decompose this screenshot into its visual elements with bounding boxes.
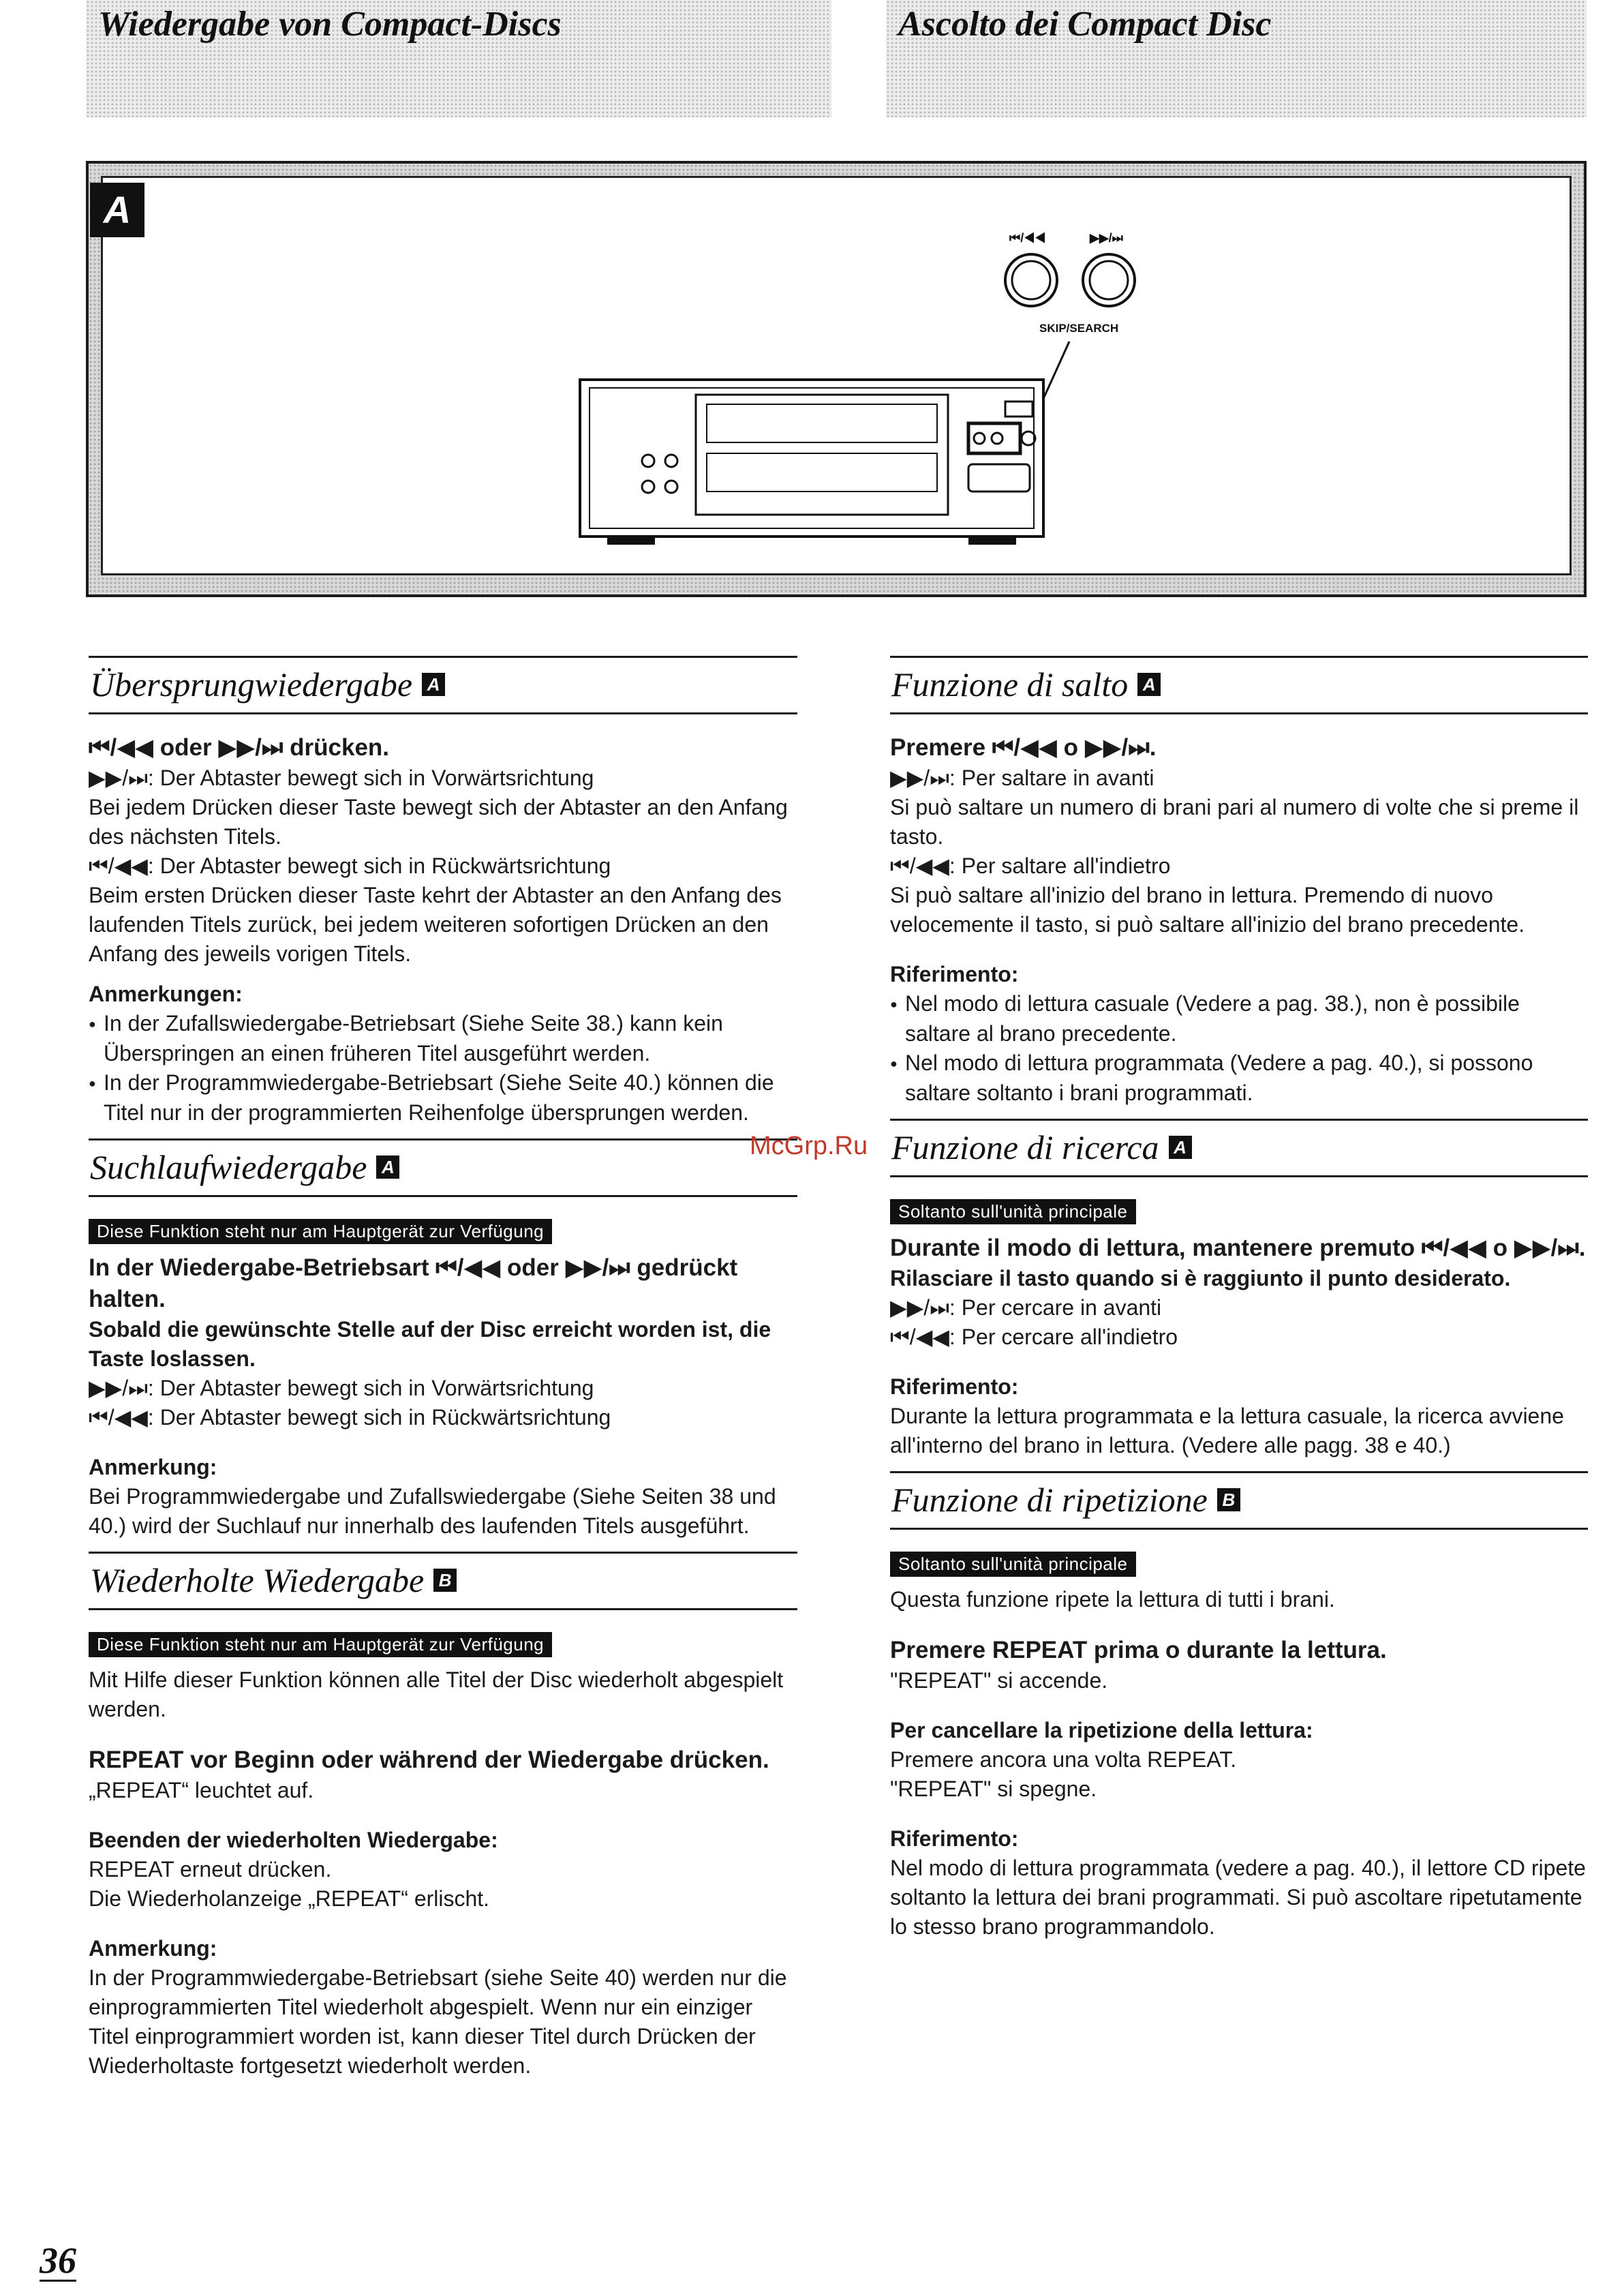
skip-fwd-label: ▶▶/⏭ bbox=[1090, 231, 1123, 245]
italian-column bbox=[890, 656, 1588, 1942]
badge-b: B bbox=[1217, 1488, 1240, 1511]
main-unit-only-bar: Soltanto sull'unità principale bbox=[890, 1199, 1136, 1224]
paragraph: In der Programmwiedergabe-Betriebsart (siehe Seite 40) werden nur die einprogrammierten Titel wiederholt abgespielt. Wenn nur ein einziger Titel einprogrammiert worden ist, kann dieser Titel durch Drücken der Wiederholtaste fortgesetzt wiederholt werden. bbox=[89, 1965, 787, 2078]
main-unit-only-bar: Diese Funktion steht nur am Hauptgerät zur Verfügung bbox=[89, 1219, 552, 1244]
figure-inner bbox=[101, 176, 1572, 575]
header-right-title: Ascolto dei Compact Disc bbox=[898, 5, 1272, 44]
section-title-skip-it: Funzione di salto A bbox=[890, 658, 1588, 714]
main-unit-only-bar: Diese Funktion steht nur am Hauptgerät zur Verfügung bbox=[89, 1632, 552, 1657]
watermark: McGrp.Ru bbox=[750, 1132, 868, 1160]
list-item: ● Nel modo di lettura casuale (Vedere a pag. 38.), non è possibile saltare al brano precedente. bbox=[890, 989, 1588, 1048]
paragraph: "REPEAT" si accende. bbox=[890, 1668, 1108, 1693]
german-column bbox=[89, 656, 797, 2081]
figure-a-badge: A bbox=[90, 183, 144, 237]
paragraph: Bei jedem Drücken dieser Taste bewegt sich der Abtaster an den Anfang des nächsten Titels. bbox=[89, 795, 788, 849]
paragraph: Mit Hilfe dieser Funktion können alle Titel der Disc wiederholt abgespielt werden. bbox=[89, 1667, 784, 1721]
paragraph: Si può saltare all'inizio del brano in lettura. Premendo di nuovo velocemente il tasto, si può saltare all'inizio del brano precedente. bbox=[890, 883, 1525, 937]
badge-a: A bbox=[422, 673, 445, 696]
heading: Durante il modo di lettura, mantenere premuto ⏮/◀◀ o ▶▶/⏭. bbox=[890, 1235, 1586, 1261]
badge-b: B bbox=[433, 1569, 457, 1592]
list-item: ● In der Zufallswiedergabe-Betriebsart (Siehe Seite 38.) kann kein Überspringen an einen früheren Titel ausgeführt werden. bbox=[89, 1009, 797, 1068]
paragraph: Beim ersten Drücken dieser Taste kehrt der Abtaster an den Anfang des laufenden Titels zurück, bei jedem weiteren sofortigen Drücken an den Anfang des jeweils vorigen Titels. bbox=[89, 883, 782, 966]
reference-title: Riferimento: bbox=[890, 962, 1019, 986]
heading: Premere ⏮/◀◀ o ▶▶/⏭. bbox=[890, 734, 1157, 761]
skip-search-label: SKIP/SEARCH bbox=[1039, 322, 1119, 335]
note-title: Anmerkung: bbox=[89, 1936, 217, 1961]
paragraph: ▶▶/⏭: Der Abtaster bewegt sich in Vorwärtsrichtung bbox=[89, 766, 594, 790]
section-title-skip-de: Übersprungwiedergabe A bbox=[89, 658, 797, 714]
section-title-search-it: Funzione di ricerca A bbox=[890, 1121, 1588, 1177]
paragraph: ⏮/◀◀: Der Abtaster bewegt sich in Rückwärtsrichtung bbox=[89, 854, 611, 878]
paragraph: REPEAT erneut drücken. bbox=[89, 1857, 332, 1882]
heading: ⏮/◀◀ oder ▶▶/⏭ drücken. bbox=[89, 734, 390, 761]
figure-a-panel bbox=[86, 161, 1587, 597]
subheading: Per cancellare la ripetizione della lettura: bbox=[890, 1718, 1313, 1742]
paragraph: Si può saltare un numero di brani pari al numero di volte che si preme il tasto. bbox=[890, 795, 1579, 849]
paragraph: Durante la lettura programmata e la lettura casuale, la ricerca avviene all'interno del brano in lettura. (Vedere alle pagg. 38 e 40.) bbox=[890, 1404, 1564, 1457]
section-title-repeat-de: Wiederholte Wiedergabe B bbox=[89, 1554, 797, 1610]
page-number: 36 bbox=[40, 2240, 76, 2281]
paragraph: ▶▶/⏭: Der Abtaster bewegt sich in Vorwärtsrichtung bbox=[89, 1376, 594, 1400]
cd-player-body-icon bbox=[580, 380, 1043, 545]
badge-a: A bbox=[376, 1155, 399, 1179]
subheading: Beenden der wiederholten Wiedergabe: bbox=[89, 1828, 498, 1852]
skip-back-knob-icon bbox=[1005, 254, 1057, 306]
header-left bbox=[86, 0, 831, 117]
paragraph: Die Wiederholanzeige „REPEAT“ erlischt. bbox=[89, 1886, 490, 1911]
badge-a: A bbox=[1137, 673, 1161, 696]
reference-title: Riferimento: bbox=[890, 1826, 1019, 1851]
paragraph: Nel modo di lettura programmata (vedere a pag. 40.), il lettore CD ripete soltanto la lettura dei brani programmati. Si può ascoltare ripetutamente lo stesso brano programmandolo. bbox=[890, 1856, 1586, 1939]
paragraph: ⏮/◀◀: Der Abtaster bewegt sich in Rückwärtsrichtung bbox=[89, 1405, 611, 1430]
paragraph: Bei Programmwiedergabe und Zufallswiedergabe (Siehe Seiten 38 und 40.) wird der Suchlauf nur innerhalb des laufenden Titels ausgeführt. bbox=[89, 1484, 776, 1538]
reference-list bbox=[890, 989, 1588, 1108]
paragraph: ▶▶/⏭: Per saltare in avanti bbox=[890, 766, 1154, 790]
paragraph: ⏮/◀◀: Per cercare all'indietro bbox=[890, 1325, 1178, 1349]
paragraph: ⏮/◀◀: Per saltare all'indietro bbox=[890, 854, 1171, 878]
paragraph: „REPEAT“ leuchtet auf. bbox=[89, 1778, 314, 1802]
list-item: ● Nel modo di lettura programmata (Vedere a pag. 40.), si possono saltare soltanto i brani programmati. bbox=[890, 1048, 1588, 1108]
reference-title: Riferimento: bbox=[890, 1374, 1019, 1399]
header-left-title: Wiedergabe von Compact-Discs bbox=[98, 5, 562, 44]
paragraph: ▶▶/⏭: Per cercare in avanti bbox=[890, 1295, 1162, 1320]
section-title-search-de: Suchlaufwiedergabe A bbox=[89, 1141, 797, 1197]
main-unit-only-bar: Soltanto sull'unità principale bbox=[890, 1552, 1136, 1577]
badge-a: A bbox=[1169, 1136, 1192, 1159]
paragraph: Premere ancora una volta REPEAT. bbox=[890, 1747, 1237, 1772]
heading: In der Wiedergabe-Betriebsart ⏮/◀◀ oder ▶▶/⏭ gedrückt halten. bbox=[89, 1254, 738, 1312]
paragraph: "REPEAT" si spegne. bbox=[890, 1777, 1097, 1801]
cd-player-illustration bbox=[103, 178, 1571, 576]
heading: Premere REPEAT prima o durante la lettura. bbox=[890, 1637, 1387, 1663]
note-title: Anmerkung: bbox=[89, 1455, 217, 1479]
section-title-repeat-it: Funzione di ripetizione B bbox=[890, 1473, 1588, 1530]
notes-list bbox=[89, 1009, 797, 1128]
heading: REPEAT vor Beginn oder während der Wiedergabe drücken. bbox=[89, 1747, 769, 1773]
notes-title: Anmerkungen: bbox=[89, 982, 243, 1006]
header-right bbox=[886, 0, 1587, 117]
subheading: Sobald die gewünschte Stelle auf der Disc erreicht worden ist, die Taste loslassen. bbox=[89, 1317, 771, 1371]
list-item: ● In der Programmwiedergabe-Betriebsart (Siehe Seite 40.) können die Titel nur in der programmierten Reihenfolge übersprungen werden. bbox=[89, 1068, 797, 1128]
skip-back-label: ⏮/◀◀ bbox=[1009, 231, 1046, 245]
subheading: Rilasciare il tasto quando si è raggiunto il punto desiderato. bbox=[890, 1266, 1511, 1290]
skip-fwd-knob-icon bbox=[1083, 254, 1135, 306]
paragraph: Questa funzione ripete la lettura di tutti i brani. bbox=[890, 1587, 1335, 1612]
